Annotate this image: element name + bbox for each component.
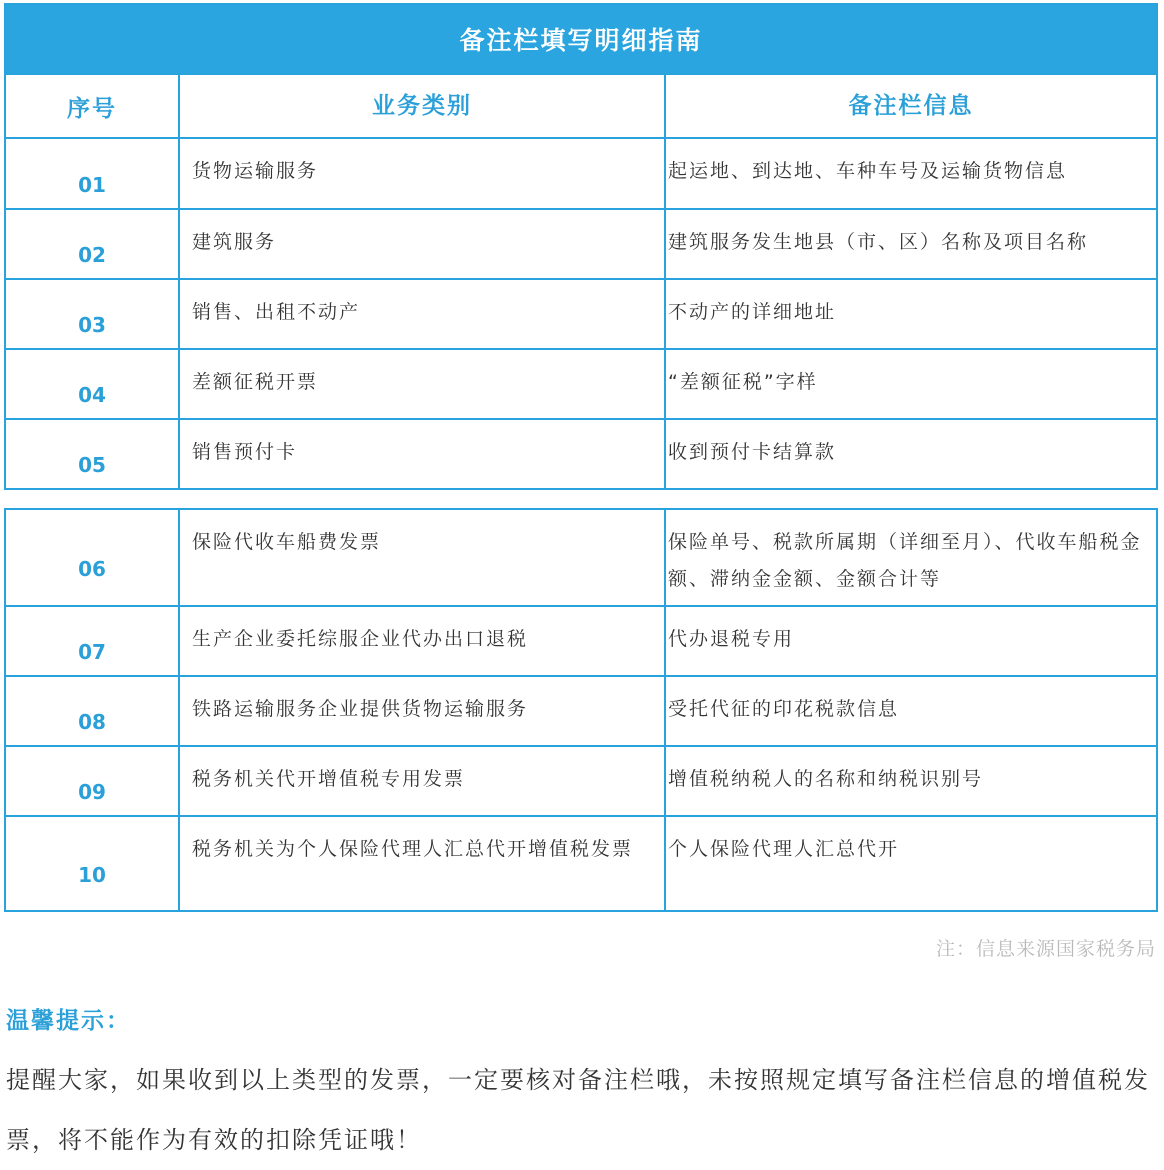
table-row xyxy=(6,607,1156,677)
row-info: 受托代征的印花税款信息 xyxy=(668,698,900,720)
table-row xyxy=(6,817,1156,910)
row-number: 06 xyxy=(78,556,106,581)
row-number: 02 xyxy=(78,243,106,267)
row-category: 生产企业委托综服企业代办出口退税 xyxy=(180,607,666,675)
tips-body: 提醒大家，如果收到以上类型的发票，一定要核对备注栏哦，未按照规定填写备注栏信息的增值税发票，将不能作为有效的扣除凭证哦！ xyxy=(6,1066,1150,1154)
tips-title: 温馨提示： xyxy=(6,1008,131,1034)
row-category: 销售、出租不动产 xyxy=(180,280,666,348)
table-row xyxy=(6,510,1156,607)
row-info: 个人保险代理人汇总代开 xyxy=(668,838,900,860)
row-info: 增值税纳税人的名称和纳税识别号 xyxy=(668,768,984,790)
table-row xyxy=(6,420,1156,488)
row-info: 代办退税专用 xyxy=(668,628,795,650)
guide-table-part-2 xyxy=(4,508,1158,912)
row-info: 保险单号、税款所属期（详细至月）、代收车船税金额、滞纳金金额、金额合计等 xyxy=(668,531,1142,590)
row-category: 销售预付卡 xyxy=(180,420,666,488)
table-row xyxy=(6,677,1156,747)
row-number: 01 xyxy=(78,172,106,197)
table-row xyxy=(6,747,1156,817)
guide-table-part-1 xyxy=(4,3,1158,490)
row-number: 05 xyxy=(78,453,106,477)
row-category: 差额征税开票 xyxy=(180,350,666,418)
row-category: 税务机关代开增值税专用发票 xyxy=(180,747,666,815)
row-info: 收到预付卡结算款 xyxy=(668,441,837,463)
row-category: 货物运输服务 xyxy=(180,139,666,208)
row-number: 08 xyxy=(78,710,106,734)
table-header-row xyxy=(6,75,1156,139)
table-title: 备注栏填写明细指南 xyxy=(6,5,1156,75)
table-row xyxy=(6,350,1156,420)
row-info: 不动产的详细地址 xyxy=(668,301,837,323)
row-category: 税务机关为个人保险代理人汇总代开增值税发票 xyxy=(180,817,666,910)
source-note: 注：信息来源国家税务局 xyxy=(935,938,1156,960)
row-category: 建筑服务 xyxy=(180,210,666,278)
row-info: 起运地、到达地、车种车号及运输货物信息 xyxy=(668,160,1068,182)
table-row xyxy=(6,210,1156,280)
table-row xyxy=(6,139,1156,210)
row-number: 10 xyxy=(78,862,106,887)
row-number: 03 xyxy=(78,313,106,337)
table-row xyxy=(6,280,1156,350)
row-category: 保险代收车船费发票 xyxy=(180,510,666,605)
row-info: “差额征税”字样 xyxy=(668,371,818,393)
header-category: 业务类别 xyxy=(180,75,666,137)
row-number: 09 xyxy=(78,780,106,804)
row-number: 04 xyxy=(78,383,106,407)
header-info: 备注栏信息 xyxy=(848,92,974,119)
row-number: 07 xyxy=(78,640,106,664)
row-info: 建筑服务发生地县（市、区）名称及项目名称 xyxy=(668,231,1089,253)
header-no: 序号 xyxy=(6,75,180,137)
row-category: 铁路运输服务企业提供货物运输服务 xyxy=(180,677,666,745)
